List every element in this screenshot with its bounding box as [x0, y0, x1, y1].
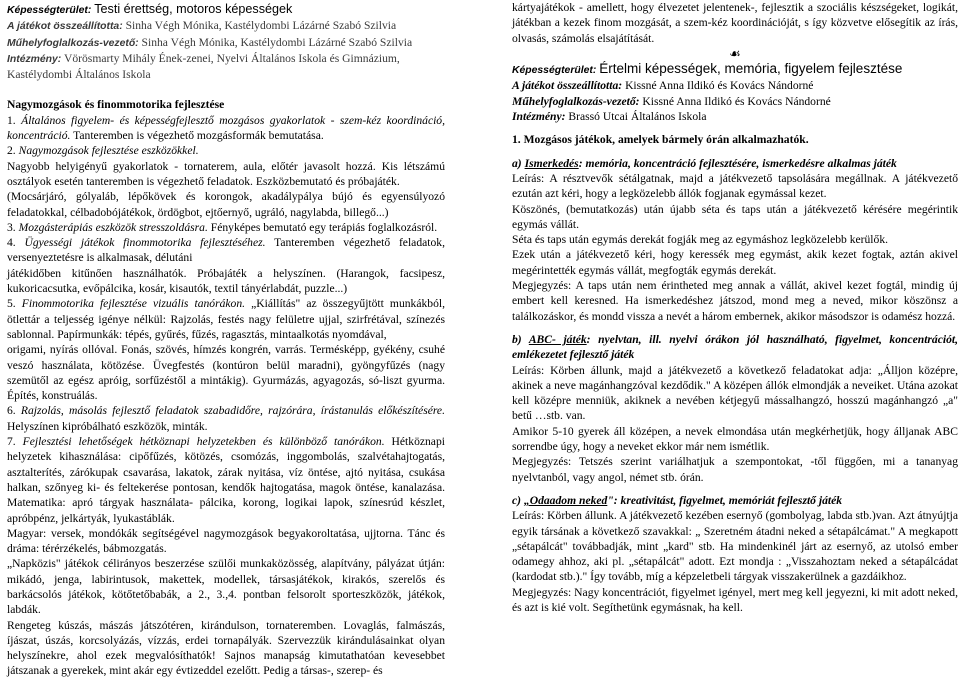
- game-a-text-3: Séta és taps után egymás derekát fogják meg az egymáshoz legközelebb kerülők.: [512, 233, 889, 247]
- item-7-number: 7.: [7, 435, 16, 449]
- compiler-line-2: [512, 78, 958, 93]
- item-3: [7, 220, 445, 235]
- game-a-text-4: Ezek után a játékvezető kéri, hogy keressék meg egymást, akik kezet fogtak, aztán akivel megérintették egymás vállát, megfogták egymás derekát.: [512, 248, 958, 277]
- game-a-text-5: Megjegyzés: A taps után nem érintheted meg annak a vállát, akivel kezet fogtál, mindig új embert kell keresned. Ha ismerkedéshez játszod, mond meg a neved, mikor köszönsz a találkozáskor, és mondd vissza a nevét a három embernek, akikor másodszor is odamész hozzá.: [512, 279, 958, 323]
- compiler-value-2: Kissné Anna Ildikó és Kovács Nándorné: [625, 79, 814, 93]
- compiler-line: [7, 18, 445, 34]
- game-b-prefix: b): [512, 332, 522, 346]
- item-6-title: Rajzolás, másolás fejlesztő feladatok szabadidőre, rajzórára, írástanulás előkészítésére.: [20, 404, 445, 418]
- item-2-text-2: (Mocsárjáró, gólyaláb, lépőkövek és korongok, akadálypálya bújó és egyensúlyozó feladatokkal, célbadobójátékok, ördögbot, ejtőernyő, ugráló, nagylabda, billegő...): [7, 190, 445, 219]
- separator-icon: ☙: [729, 45, 741, 61]
- institution-value-2r: Brassó Utcai Általános Iskola: [568, 110, 707, 124]
- item-4-text-2: játékidőben kitűnően használhatók. Próbajáték a helyszínen. (Harangok, facsipesz, kukoricacsutka, evőpálcika, kosár, kisautók, textil tányérlabdát, puzzle...): [7, 266, 445, 296]
- item-7: [7, 434, 445, 526]
- section-heading: Nagymozgások és finommotorika fejlesztése: [7, 98, 225, 112]
- game-c-text: Leírás: Körben állunk. A játékvezető kezében esernyő (gombolyag, labda stb.)van. Azt átnyújtja egyik társának a következő szavakkal: „ Szeretném átadni neked a sétapálcámat." A megkapott „sétapálcát" továbbadják, mint „kard" stb. Ha mindenkinél járt az esernyő, az utolsó ember odamegy ahhoz, aki pl. „sétapálcát" adott. Ezt mondja : „Visszahoztam neked a sétapálcádat (kardodat stb.)." Így tovább, míg a képzeletbeli tárgyak visszakerülnek a gazdáikhoz.: [512, 509, 958, 584]
- institution-label-2: Intézmény:: [512, 110, 566, 124]
- item-7-text-2: Magyar: versek, mondókák segítségével nagymozgások begyakoroltatása, ujjtorna. Tánc és dráma: térérzékelés, bábmozgatás.: [7, 526, 445, 556]
- item-7-title: Fejlesztési lehetőségek hétköznapi helyzetekben és különböző tanórákon.: [22, 435, 385, 449]
- item-5-text-2: origami, nyírás ollóval. Fonás, szövés, hímzés kongrén, varrás. Termésképp, gyékény, csuhé veszó használata, kötözése. Üvegfestés (kontúron belül maradni), gyöngyfűzés (nagy szemütől az egész apróig, sorfűzéstől a mintákig). Gyurmázás, agyagozás, só-liszt gyurma. Építés, konstruálás.: [7, 343, 445, 403]
- item-1-title: Általános figyelem- és képességfejlesztő mozgásos gyakorlatok - szem-kéz koordináció, koncentráció.: [7, 113, 446, 143]
- leader-line: [7, 35, 445, 51]
- item-3-number: 3.: [7, 220, 16, 234]
- leader-value-2: Kissné Anna Ildikó és Kovács Nándorné: [642, 94, 831, 108]
- item-7-text-3: „Napközis" játékok célirányos beszerzése szülői munkaközösség, alapítvány, pályázat útján: mikádó, jenga, labirintusok, makettek, modellek, társasjátékok, kirakós, szerelős és barkácsolós játékok, kötőtetőbabák, a 2., 3.,4. pontban felsorolt sporteszközök, játékok, labdák.: [7, 557, 445, 617]
- game-a-subtitle: : memória, koncentráció fejlesztésére, ismerkedésre alkalmas játék: [578, 156, 897, 170]
- game-b-name: ABC- játék: [528, 332, 587, 346]
- game-c-text-2: Megjegyzés: Nagy koncentrációt, figyelmet igényel, mert meg kell jegyezni, ki mit adott neked, és azt is kié volt. Segíthetünk egymásnak, ha kell.: [512, 585, 958, 614]
- game-a-name: Ismerkedés: [524, 156, 579, 170]
- item-3-title: Mozgásterápiás eszközök stresszoldásra.: [18, 220, 208, 234]
- item-6-text: Helyszínen kipróbálható eszközök, minták.: [7, 419, 208, 433]
- game-a-title: [512, 156, 958, 171]
- item-2-title: Nagymozgások fejlesztése eszközökkel.: [18, 144, 199, 158]
- right-column: [512, 0, 958, 615]
- leader-label: Műhelyfoglalkozás-vezető:: [7, 37, 139, 49]
- game-b-title: [512, 332, 958, 363]
- field-value-2: Értelmi képességek, memória, figyelem fejlesztése: [599, 61, 903, 77]
- item-2-number: 2.: [7, 144, 16, 158]
- item-5: [7, 296, 445, 342]
- game-a-text-2: Köszönés, (bemutatkozás) után újabb séta és taps után a játékvezető kérésére megérintik egymás vállát.: [512, 202, 958, 231]
- game-b-text-2: Amikor 5-10 gyerek áll középen, a nevek elmondása után megkérhetjük, hogy álljanak ABC sorrendbe úgy, hogy a neveket ekkor már nem ismétlik.: [512, 424, 958, 454]
- item-4-number: 4.: [7, 236, 16, 250]
- item-4-title: Ügyességi játékok finommotorika fejlesztéséhez.: [24, 236, 266, 250]
- compiler-label-2: A játékot összeállította:: [512, 79, 623, 93]
- item-1: [7, 113, 445, 144]
- field-line: [7, 2, 445, 18]
- item-5-title: Finommotorika fejlesztése vizuális tanórákon.: [21, 297, 246, 311]
- item-4-text: Tanteremben végezhető feladatok, versenyeztetésre is alkalmasak, délutáni: [7, 236, 445, 265]
- game-b-subtitle: : nyelvtan, ill. nyelvi órákon jól használható, figyelmet, koncentrációt, emlékezetet fejlesztő játék: [512, 332, 959, 362]
- institution-value: Vörösmarty Mihály Ének-zenei, Nyelvi Általános Iskola és Gimnázium,: [63, 51, 400, 65]
- game-c-title: [512, 493, 958, 508]
- item-1-number: 1.: [7, 113, 16, 127]
- item-6-number: 6.: [7, 404, 16, 418]
- field-label-2: Képességterület:: [512, 65, 597, 77]
- game-c-name: „Odaadom neked: [523, 493, 608, 507]
- item-7-text: Hétköznapi helyzetek kihasználása: cipőfűzés, kötözés, csomózás, inggombolás, szalvétahajtogatás, asztalterítés, zárókupak csavarása, lakatok, zárak nyitása, víz öntése, ajtó nyitása, csukása halkan, szőnyeg ki- és feltekerése pontosan, kendők hajtogatása, magok öntése, kanalazása. Matematika: apró tárgyak használata- pálcika, korong, logikai lapok, színesrúd készlet, apróbpénz, jelkártyák, lyukastáblák.: [7, 435, 445, 525]
- continuation-text: kártyajátékok - amellett, hogy élvezetet jelentenek-, fejlesztik a szociális készségeket, logikát, játékban a kezek finom mozgását, a szem-kéz koordinációját, s így közvetve elősegítik az írás, olvasás, számolás elsajátítását.: [512, 1, 958, 45]
- institution-line: [7, 51, 445, 83]
- item-6: [7, 403, 445, 434]
- item-3-text: Fényképes bemutató egy terápiás foglalkozásról.: [210, 220, 438, 234]
- item-7-text-4: Rengeteg kúszás, mászás játszótéren, kirándulson, tornateremben. Lovaglás, falmászás, íjászat, úszás, korcsolyázás, vízzás, erdei tornapályák. Szervezzük kirándulásainkat olyan helyszínekre, ahol ezek megvalósíthatók! Sajnos manapság kimutathatóan kevesebbet játszanak a gyerekek, mint akár egy évtizeddel ezelőtt. Pedig a társas-, szerep- és: [7, 618, 445, 678]
- field-value: Testi érettség, motoros képességek: [94, 2, 293, 16]
- compiler-value: Sinha Végh Mónika, Kastélydombi Lázárné Szabó Szilvia: [125, 19, 397, 33]
- game-b-text-3: Megjegyzés: Tetszés szerint variálhatjuk a szempontokat, -től függően, mi a tananyag nyelvtanból, vagy angol, német stb. órán.: [512, 455, 958, 484]
- game-c-subtitle: ": kreativitást, figyelmet, memóriát fejlesztő játék: [607, 493, 843, 507]
- leader-line-2: [512, 94, 958, 109]
- field-label: Képességterület:: [7, 5, 92, 16]
- game-c-prefix: c): [512, 493, 522, 507]
- institution-value-2: Kastélydombi Általános Iskola: [7, 68, 151, 82]
- item-1-text: Tanteremben is végezhető mozgásformák bemutatása.: [73, 129, 324, 143]
- item-5-text: „Kiállítás" az összegyűjtött munkákból, ötlettár a teljesség igénye nélkül: Rajzolás, festés nagy felületre ujjal, szirfrétával, színezés sablonnal. Papírmunkák: tépés, gyűrés, fűzés, ragasztás, mintaalkotás nyomdával,: [7, 297, 445, 341]
- item-2-text: Nagyobb helyigényű gyakorlatok - tornaterem, aula, előtér javasolt hozzá. Kis létszámú osztályok esetén tanteremben is végezhető feladatok. Eszközbemutató és próbajáték.: [7, 159, 445, 188]
- game-a-text: Leírás: A résztvevők sétálgatnak, majd a játékvezető tapsolására megállnak. A játékvezető ezután azt kéri, hogy a legközelebb állók fogjanak egymással kezet.: [512, 171, 958, 201]
- leader-value: Sinha Végh Mónika, Kastélydombi Lázárné Szabó Szilvia: [141, 35, 413, 49]
- institution-line-2: [512, 109, 958, 124]
- item-5-number: 5.: [7, 297, 16, 311]
- game-a-prefix: a): [512, 156, 522, 170]
- section-heading-2: 1. Mozgásos játékok, amelyek bármely órán alkalmazhatók.: [512, 133, 809, 147]
- field-line-2: [512, 61, 958, 78]
- compiler-label: A játékot összeállította:: [7, 21, 123, 33]
- leader-label-2: Műhelyfoglalkozás-vezető:: [512, 94, 640, 108]
- item-4: [7, 235, 445, 266]
- item-2: [7, 143, 445, 158]
- game-b-text: Leírás: Körben állunk, majd a játékvezető a következő feladatokat adja: „Álljon középre, akinek a neve magánhangzóval kezdődik." A középen állók elmondják a neveiket. Utána azokat kell középre menniük, akiknek a nevében kétjegyű mássalhangzó, hosszú magánhangzó „a" betű …stb. van.: [512, 363, 958, 423]
- institution-label: Intézmény:: [7, 53, 62, 65]
- left-column: [7, 0, 445, 679]
